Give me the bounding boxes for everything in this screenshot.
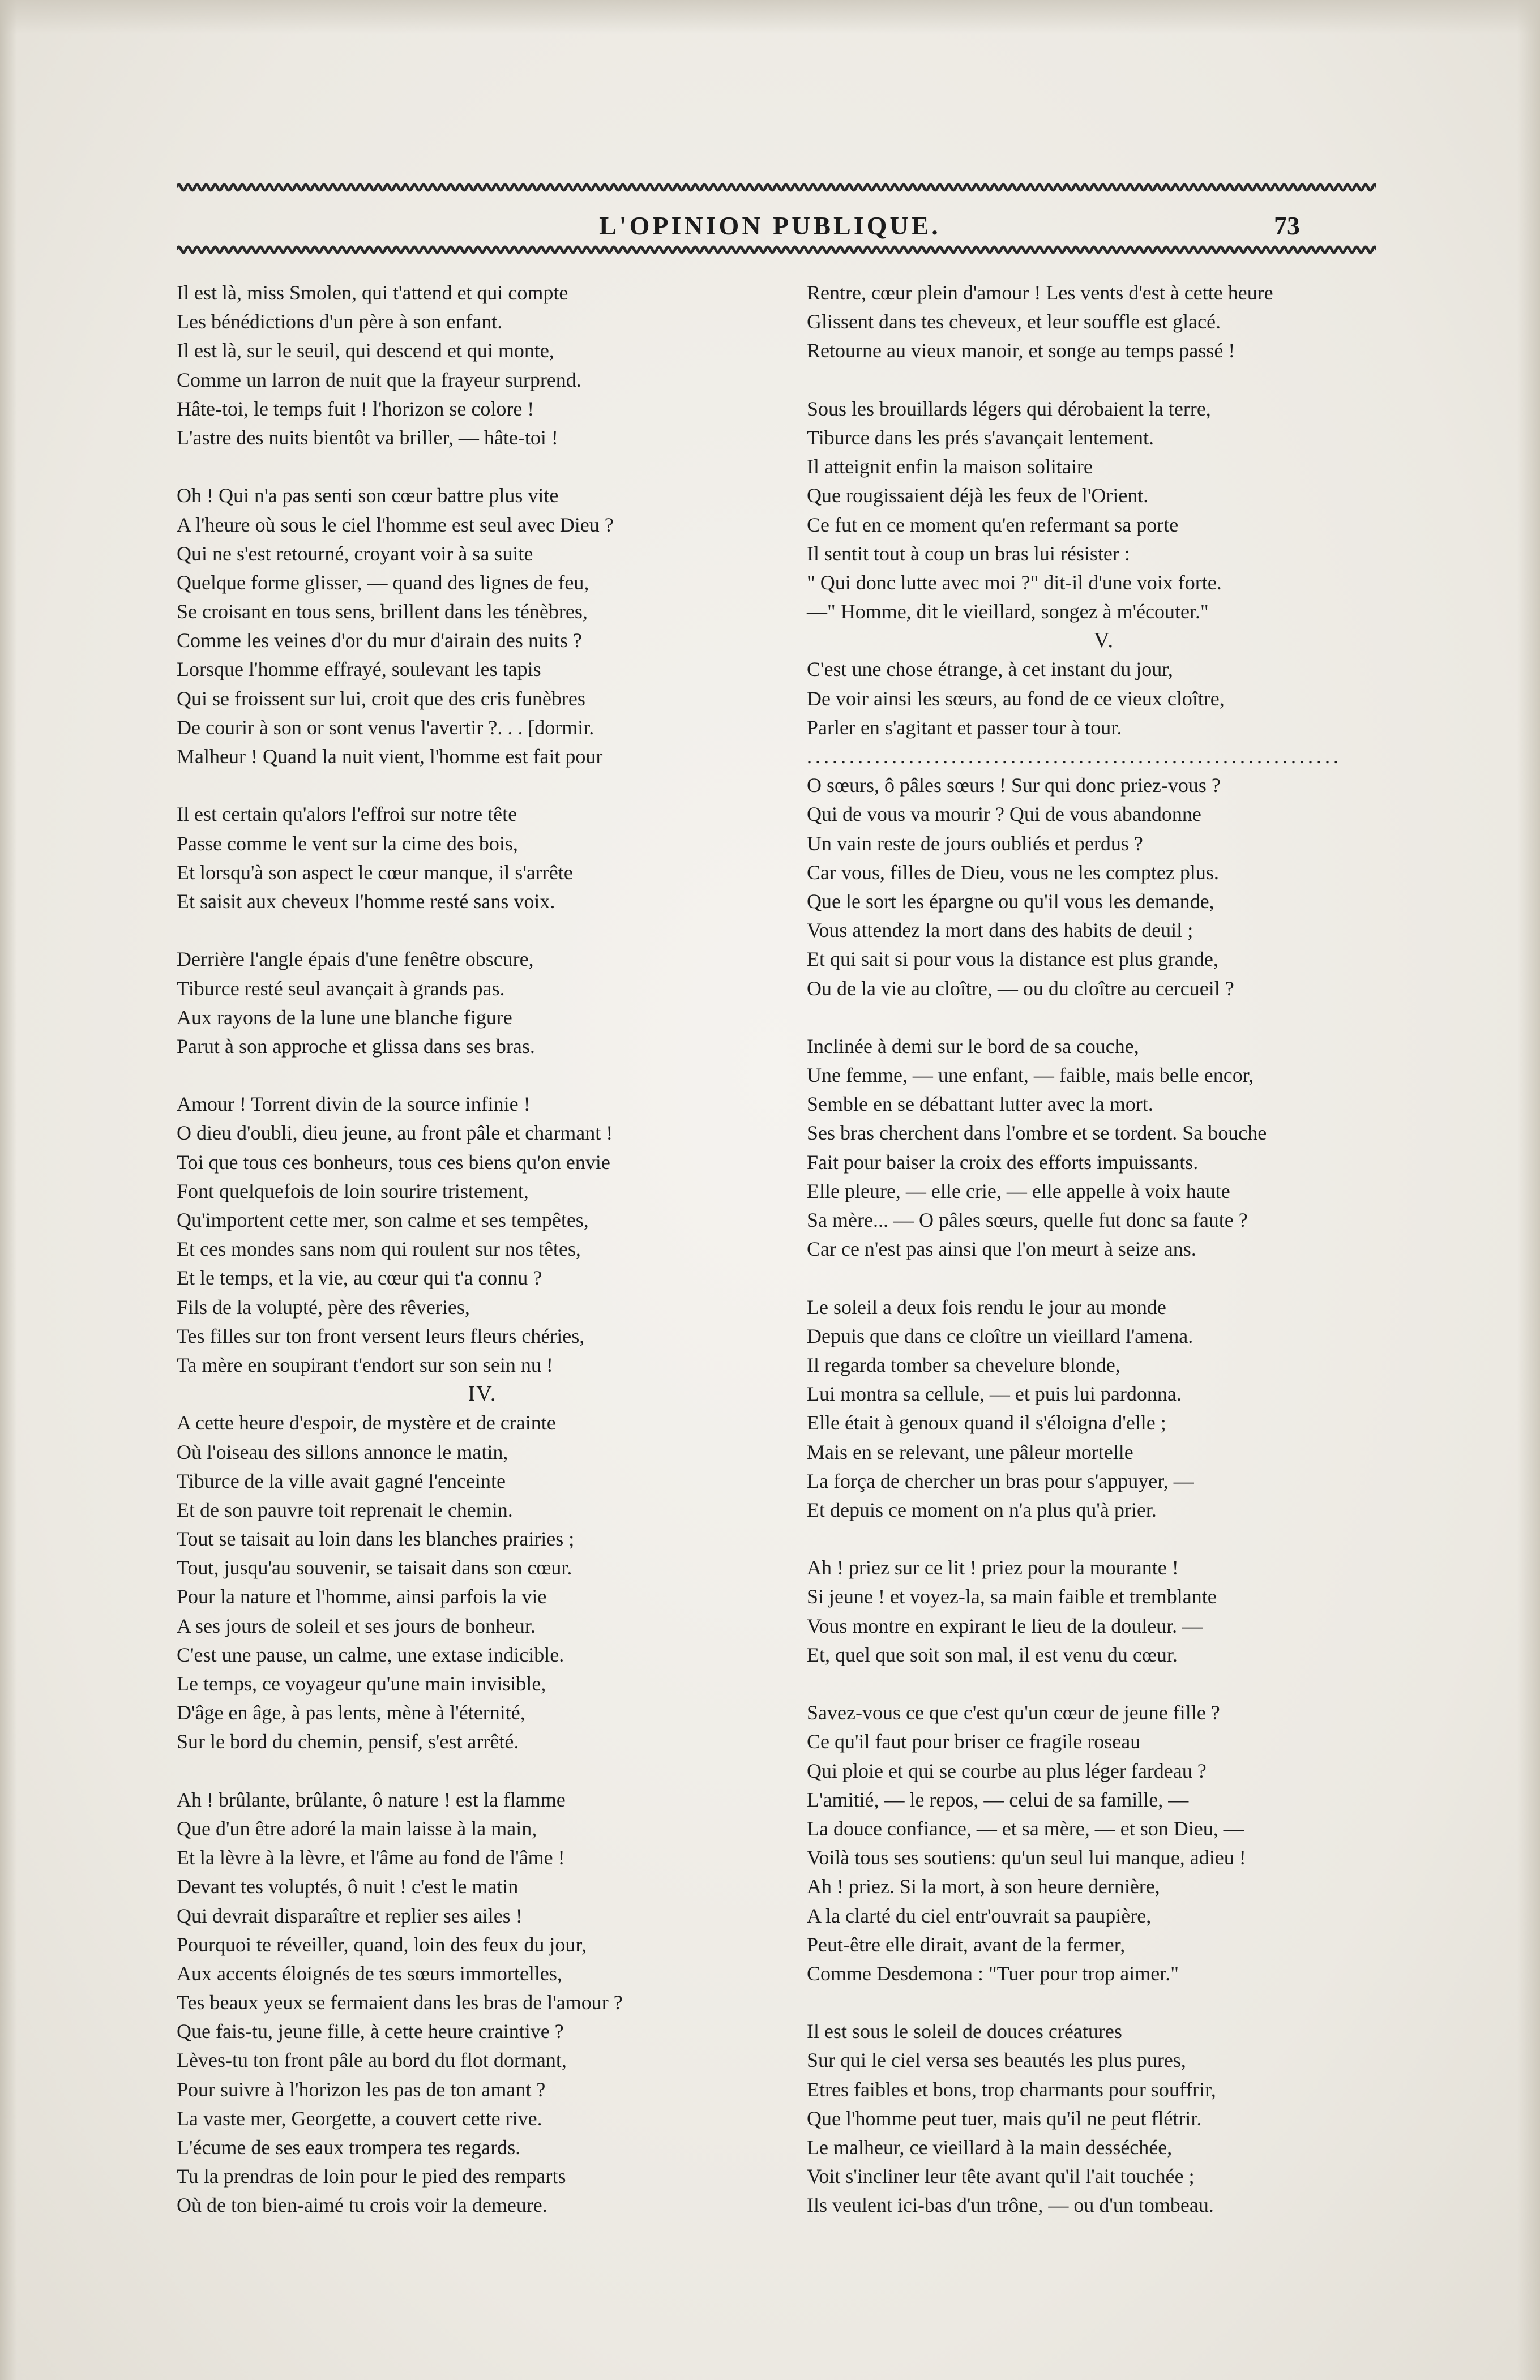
dotted-separator: ............................................................... <box>807 745 1342 768</box>
verse-line: Pourquoi te réveiller, quand, loin des feux du jour, <box>177 1933 587 1956</box>
verse-line: Il est là, sur le seuil, qui descend et qui monte, <box>177 339 554 362</box>
verse-line: Parler en s'agitant et passer tour à tour. <box>807 716 1122 739</box>
verse-line: A la clarté du ciel entr'ouvrait sa paupière, <box>807 1904 1152 1927</box>
verse-line: Ses bras cherchent dans l'ombre et se tordent. Sa bouche <box>807 1121 1267 1145</box>
verse-line: C'est une chose étrange, à cet instant du jour, <box>807 658 1173 681</box>
verse-line: Sur le bord du chemin, pensif, s'est arrêté. <box>177 1730 519 1753</box>
verse-line: Ce qu'il faut pour briser ce fragile roseau <box>807 1730 1141 1753</box>
verse-line: Lèves-tu ton front pâle au bord du flot dormant, <box>177 2049 567 2072</box>
verse-line: Tiburce de la ville avait gagné l'enceinte <box>177 1469 506 1492</box>
section-heading: V. <box>1093 628 1115 653</box>
verse-line: Oh ! Qui n'a pas senti son cœur battre plus vite <box>177 484 559 507</box>
verse-line: Savez-vous ce que c'est qu'un cœur de jeune fille ? <box>807 1701 1220 1724</box>
verse-line: Qui de vous va mourir ? Qui de vous abandonne <box>807 803 1201 826</box>
verse-line: Elle pleure, — elle crie, — elle appelle à voix haute <box>807 1179 1230 1202</box>
verse-line: Et lorsqu'à son aspect le cœur manque, il s'arrête <box>177 861 573 884</box>
verse-line: A cette heure d'espoir, de mystère et de crainte <box>177 1411 556 1435</box>
verse-line: —" Homme, dit le vieillard, songez à m'écouter." <box>807 600 1209 623</box>
right-text-column <box>807 279 1401 2220</box>
stanza-gap <box>177 1757 788 1786</box>
verse-line: Tu la prendras de loin pour le pied des remparts <box>177 2165 566 2188</box>
verse-line: Et ces mondes sans nom qui roulent sur nos têtes, <box>177 1238 581 1261</box>
verse-line: De voir ainsi les sœurs, au fond de ce vieux cloître, <box>807 687 1225 710</box>
verse-line: Une femme, — une enfant, — faible, mais belle encor, <box>807 1064 1254 1087</box>
stanza-gap <box>177 771 788 800</box>
verse-line: Ils veulent ici-bas d'un trône, — ou d'un tombeau. <box>807 2194 1214 2217</box>
verse-line: Elle était à genoux quand il s'éloigna d'elle ; <box>807 1411 1166 1435</box>
verse-line: Pour suivre à l'horizon les pas de ton amant ? <box>177 2078 546 2101</box>
verse-line: Etres faibles et bons, trop charmants pour souffrir, <box>807 2078 1216 2101</box>
verse-line: Tes filles sur ton front versent leurs fleurs chéries, <box>177 1324 585 1347</box>
wavy-rule-bottom-graphic <box>177 242 1376 257</box>
verse-line: Ah ! priez sur ce lit ! priez pour la mourante ! <box>807 1556 1179 1579</box>
verse-line: Que fais-tu, jeune fille, à cette heure craintive ? <box>177 2020 564 2043</box>
verse-line: Depuis que dans ce cloître un vieillard l'amena. <box>807 1324 1194 1347</box>
scan-edge-left <box>0 0 17 2380</box>
verse-line: Retourne au vieux manoir, et songe au temps passé ! <box>807 339 1235 362</box>
verse-line: La vaste mer, Georgette, a couvert cette rive. <box>177 2107 542 2130</box>
verse-line: Les bénédictions d'un père à son enfant. <box>177 310 503 333</box>
verse-line: Hâte-toi, le temps fuit ! l'horizon se colore ! <box>177 397 534 420</box>
stanza-gap <box>807 1003 1401 1032</box>
verse-line: Fils de la volupté, père des rêveries, <box>177 1295 470 1319</box>
verse-line: Inclinée à demi sur le bord de sa couche, <box>807 1034 1139 1058</box>
page-number: 73 <box>1274 211 1300 240</box>
verse-line: Derrière l'angle épais d'une fenêtre obscure, <box>177 948 534 971</box>
verse-line: A l'heure où sous le ciel l'homme est seul avec Dieu ? <box>177 513 614 536</box>
verse-line: Le temps, ce voyageur qu'une main invisible, <box>177 1672 546 1695</box>
verse-line: Il est là, miss Smolen, qui t'attend et qui compte <box>177 281 568 304</box>
verse-line: La douce confiance, — et sa mère, — et son Dieu, — <box>807 1817 1244 1840</box>
verse-line: Voit s'incliner leur tête avant qu'il l'ait touchée ; <box>807 2165 1195 2188</box>
verse-line: Aux accents éloignés de tes sœurs immortelles, <box>177 1962 562 1985</box>
verse-line: Vous montre en expirant le lieu de la douleur. — <box>807 1614 1203 1637</box>
verse-line: Devant tes voluptés, ô nuit ! c'est le matin <box>177 1875 519 1898</box>
verse-line: Aux rayons de la lune une blanche figure <box>177 1005 512 1029</box>
verse-line: De courir à son or sont venus l'avertir ?. . . [dormir. <box>177 716 594 739</box>
verse-line: Passe comme le vent sur la cime des bois, <box>177 832 518 855</box>
verse-line: Tiburce resté seul avançait à grands pas. <box>177 977 505 1000</box>
verse-line: Où l'oiseau des sillons annonce le matin, <box>177 1440 508 1463</box>
verse-line: Amour ! Torrent divin de la source infinie ! <box>177 1093 531 1116</box>
verse-line: Mais en se relevant, une pâleur mortelle <box>807 1440 1133 1463</box>
verse-line: Quelque forme glisser, — quand des lignes de feu, <box>177 571 589 594</box>
verse-line: Ce fut en ce moment qu'en refermant sa porte <box>807 513 1179 536</box>
verse-line: Il est sous le soleil de douces créatures <box>807 2020 1122 2043</box>
section-heading: IV. <box>468 1382 497 1406</box>
verse-line: L'écume de ses eaux trompera tes regards. <box>177 2136 521 2159</box>
verse-line: Car ce n'est pas ainsi que l'on meurt à seize ans. <box>807 1238 1196 1261</box>
left-text-column <box>177 279 788 2220</box>
verse-line: Comme Desdemona : "Tuer pour trop aimer." <box>807 1962 1179 1985</box>
verse-line: Et la lèvre à la lèvre, et l'âme au fond de l'âme ! <box>177 1846 565 1869</box>
verse-line: Il regarda tomber sa chevelure blonde, <box>807 1353 1120 1376</box>
verse-line: L'amitié, — le repos, — celui de sa famille, — <box>807 1788 1189 1811</box>
verse-line: Que d'un être adoré la main laisse à la main, <box>177 1817 537 1840</box>
stanza-gap <box>177 452 788 481</box>
verse-line: Où de ton bien-aimé tu crois voir la demeure. <box>177 2194 547 2217</box>
verse-line: Qui se froissent sur lui, croit que des cris funèbres <box>177 687 585 710</box>
verse-line: Comme un larron de nuit que la frayeur surprend. <box>177 368 581 391</box>
stanza-gap <box>807 1264 1401 1292</box>
verse-line: Il atteignit enfin la maison solitaire <box>807 455 1093 478</box>
verse-line: Qui devrait disparaître et replier ses ailes ! <box>177 1904 523 1927</box>
verse-line: Sur qui le ciel versa ses beautés les plus pures, <box>807 2049 1186 2072</box>
verse-line: Et qui sait si pour vous la distance est plus grande, <box>807 948 1218 971</box>
verse-line: Il est certain qu'alors l'effroi sur notre tête <box>177 803 517 826</box>
verse-line: Tiburce dans les prés s'avançait lentement. <box>807 426 1154 449</box>
verse-line: Il sentit tout à coup un bras lui résister : <box>807 542 1130 565</box>
verse-line: Tout se taisait au loin dans les blanches prairies ; <box>177 1527 575 1551</box>
bottom-wavy-rule <box>177 242 1376 257</box>
verse-line: D'âge en âge, à pas lents, mène à l'éternité, <box>177 1701 525 1724</box>
verse-line: Tout, jusqu'au souvenir, se taisait dans son cœur. <box>177 1556 572 1579</box>
verse-line: Que le sort les épargne ou qu'il vous les demande, <box>807 889 1214 913</box>
verse-line: Et le temps, et la vie, au cœur qui t'a connu ? <box>177 1266 542 1290</box>
verse-line: Pour la nature et l'homme, ainsi parfois la vie <box>177 1585 547 1608</box>
verse-line: Ta mère en soupirant t'endort sur son sein nu ! <box>177 1353 553 1376</box>
verse-line: Lui montra sa cellule, — et puis lui pardonna. <box>807 1382 1182 1406</box>
verse-line: Et saisit aux cheveux l'homme resté sans voix. <box>177 889 555 913</box>
verse-line: Qui ne s'est retourné, croyant voir à sa suite <box>177 542 533 565</box>
verse-line: Lorsque l'homme effrayé, soulevant les tapis <box>177 658 541 681</box>
verse-line: Que rougissaient déjà les feux de l'Orient. <box>807 484 1149 507</box>
verse-line: Que l'homme peut tuer, mais qu'il ne peut flétrir. <box>807 2107 1202 2130</box>
page-title: L'OPINION PUBLIQUE. <box>599 211 941 240</box>
verse-line: Fait pour baiser la croix des efforts impuissants. <box>807 1150 1199 1174</box>
verse-line: Peut-être elle dirait, avant de la fermer, <box>807 1933 1126 1956</box>
stanza-gap <box>177 916 788 945</box>
verse-line: Ah ! priez. Si la mort, à son heure dernière, <box>807 1875 1160 1898</box>
scan-edge-right <box>1517 0 1540 2380</box>
verse-line: Vous attendez la mort dans des habits de deuil ; <box>807 919 1194 942</box>
verse-line: Toi que tous ces bonheurs, tous ces biens qu'on envie <box>177 1150 610 1174</box>
verse-line: Se croisant en tous sens, brillent dans les ténèbres, <box>177 600 588 623</box>
verse-line: Qu'importent cette mer, son calme et ses tempêtes, <box>177 1209 589 1231</box>
verse-line: La força de chercher un bras pour s'appuyer, — <box>807 1469 1194 1492</box>
verse-line: Semble en se débattant lutter avec la mort. <box>807 1093 1153 1116</box>
verse-line: Sous les brouillards légers qui dérobaient la terre, <box>807 397 1211 420</box>
top-wavy-rule <box>177 180 1376 195</box>
verse-line: Sa mère... — O pâles sœurs, quelle fut donc sa faute ? <box>807 1209 1248 1231</box>
verse-line: Si jeune ! et voyez-la, sa main faible et tremblante <box>807 1585 1217 1608</box>
verse-line: " Qui donc lutte avec moi ?" dit-il d'une voix forte. <box>807 571 1222 594</box>
verse-line: A ses jours de soleil et ses jours de bonheur. <box>177 1614 536 1637</box>
verse-line: L'astre des nuits bientôt va briller, — hâte-toi ! <box>177 426 558 449</box>
verse-line: C'est une pause, un calme, une extase indicible. <box>177 1643 564 1666</box>
verse-line: Et, quel que soit son mal, il est venu du cœur. <box>807 1643 1178 1666</box>
verse-line: Font quelquefois de loin sourire tristement, <box>177 1179 529 1202</box>
verse-line: O dieu d'oubli, dieu jeune, au front pâle et charmant ! <box>177 1121 613 1145</box>
stanza-gap <box>807 1670 1401 1698</box>
verse-line: Ah ! brûlante, brûlante, ô nature ! est la flamme <box>177 1788 566 1811</box>
stanza-gap <box>807 366 1401 395</box>
stanza-gap <box>807 1988 1401 2017</box>
verse-line: Tes beaux yeux se fermaient dans les bras de l'amour ? <box>177 1991 623 2014</box>
verse-line: Parut à son approche et glissa dans ses bras. <box>177 1034 535 1058</box>
verse-line: Voilà tous ses soutiens: qu'un seul lui manque, adieu ! <box>807 1846 1246 1869</box>
verse-line: Car vous, filles de Dieu, vous ne les comptez plus. <box>807 861 1219 884</box>
verse-line: Ou de la vie au cloître, — ou du cloître au cercueil ? <box>807 977 1234 1000</box>
verse-line: Le malheur, ce vieillard à la main desséchée, <box>807 2136 1173 2159</box>
verse-line: Et de son pauvre toit reprenait le chemin. <box>177 1498 513 1521</box>
verse-line: Rentre, cœur plein d'amour ! Les vents d'est à cette heure <box>807 281 1273 304</box>
verse-line: Un vain reste de jours oubliés et perdus ? <box>807 832 1143 855</box>
verse-line: Et depuis ce moment on n'a plus qu'à prier. <box>807 1498 1157 1521</box>
verse-line: Comme les veines d'or du mur d'airain des nuits ? <box>177 629 582 652</box>
wavy-rule-top-graphic <box>177 180 1376 195</box>
verse-line: Le soleil a deux fois rendu le jour au monde <box>807 1295 1166 1319</box>
verse-line: Glissent dans tes cheveux, et leur souffle est glacé. <box>807 310 1221 333</box>
stanza-gap <box>177 1061 788 1090</box>
verse-line: Malheur ! Quand la nuit vient, l'homme est fait pour <box>177 745 603 768</box>
verse-line: Qui ploie et qui se courbe au plus léger fardeau ? <box>807 1759 1207 1782</box>
stanza-gap <box>807 1525 1401 1553</box>
verse-line: O sœurs, ô pâles sœurs ! Sur qui donc priez-vous ? <box>807 774 1221 797</box>
scan-edge-top <box>0 0 1540 34</box>
